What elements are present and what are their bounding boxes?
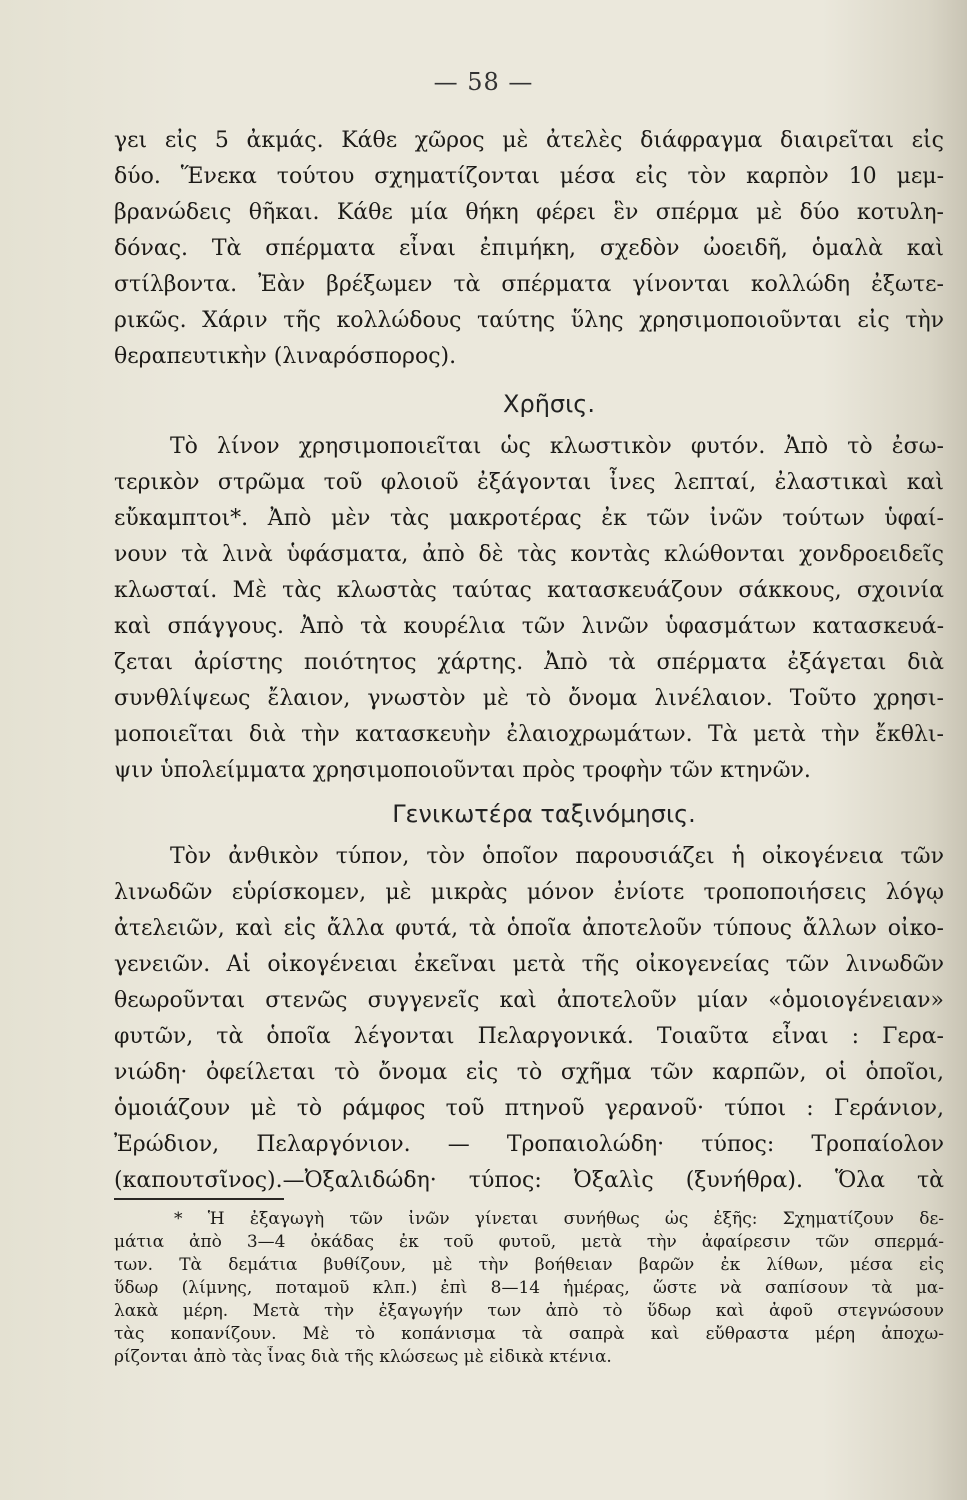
footnote-line: * Ἡ ἐξαγωγὴ τῶν ἰνῶν γίνεται συνήθως ὡς ἑξῆς: Σχηματίζουν δε- (174, 1209, 944, 1229)
text-line: δόνας. Τὰ σπέρματα εἶναι ἐπιμήκη, σχεδὸν ὠοειδῆ, ὁμαλὰ καὶ (114, 236, 944, 261)
text-line: ψιν ὑπολείμματα χρησιμοποιοῦνται πρὸς τροφὴν τῶν κτηνῶν. (114, 758, 811, 783)
text-line: (καπουτσῖνος).—Ὀξαλιδώδη· τύπος: Ὀξαλὶς (ξυνήθρα). Ὅλα τὰ (114, 1168, 944, 1193)
text-line: γενειῶν. Αἱ οἰκογένειαι ἐκεῖναι μετὰ τῆς οἰκογενείας τῶν λινωδῶν (114, 952, 944, 977)
footnote-line: ρίζονται ἀπὸ τὰς ἶνας διὰ τῆς κλώσεως μὲ εἰδικὰ κτένια. (114, 1347, 612, 1367)
text-line: Τὸ λίνον χρησιμοποιεῖται ὡς κλωστικὸν φυτόν. Ἀπὸ τὸ ἐσω- (170, 434, 944, 459)
page-number: — 58 — (433, 68, 534, 96)
text-line: θεωροῦνται στενῶς συγγενεῖς καὶ ἀποτελοῦν μίαν «ὁμοιογένειαν» (114, 988, 944, 1013)
main-text (114, 123, 944, 1199)
text-line: φυτῶν, τὰ ὁποῖα λέγονται Πελαργονικά. Τοιαῦτα εἶναι : Γερα- (114, 1024, 944, 1049)
text-line: ἀτελειῶν, καὶ εἰς ἄλλα φυτά, τὰ ὁποῖα ἀποτελοῦν τύπους ἄλλων οἰκο- (114, 916, 944, 941)
footnote (114, 1208, 944, 1369)
text-line: ὁμοιάζουν μὲ τὸ ράμφος τοῦ πτηνοῦ γερανοῦ· τύποι : Γεράνιον, (114, 1096, 944, 1121)
text-line: ζεται ἀρίστης ποιότητος χάρτης. Ἀπὸ τὰ σπέρματα ἐξάγεται διὰ (114, 650, 944, 675)
text-line: εὔκαμπτοι*. Ἀπὸ μὲν τὰς μακροτέρας ἐκ τῶν ἰνῶν τούτων ὑφαί- (114, 506, 944, 531)
text-line: κλωσταί. Μὲ τὰς κλωστὰς ταύτας κατασκευάζουν σάκκους, σχοινία (114, 578, 944, 603)
footnote-line: τὰς κοπανίζουν. Μὲ τὸ κοπάνισμα τὰ σαπρὰ καὶ εὔθραστα μέρη ἀποχω- (114, 1324, 944, 1344)
text-line: λινωδῶν εὑρίσκομεν, μὲ μικρὰς μόνον ἐνίοτε τροποποιήσεις λόγῳ (114, 880, 944, 905)
text-line: τερικὸν στρῶμα τοῦ φλοιοῦ ἐξάγονται ἶνες λεπταί, ἐλαστικαὶ καὶ (114, 470, 944, 495)
footnote-line: των. Τὰ δεμάτια βυθίζουν, μὲ τὴν βοήθειαν βαρῶν ἐκ λίθων, μέσα εἰς (114, 1255, 944, 1275)
text-line: δύο. Ἕνεκα τούτου σχηματίζονται μέσα εἰς τὸν καρπὸν 10 μεμ- (114, 164, 944, 189)
footnote-line: ὕδωρ (λίμνης, ποταμοῦ κλπ.) ἐπὶ 8—14 ἡμέρας, ὥστε νὰ σαπίσουν τὰ μα- (114, 1278, 944, 1298)
footnote-line: λακὰ μέρη. Μετὰ τὴν ἐξαγωγήν των ἀπὸ τὸ ὕδωρ καὶ ἀφοῦ στεγνώσουν (114, 1301, 944, 1321)
section-heading-classification: Γενικωτέρα ταξινόμησις. (392, 800, 696, 828)
text-line: καὶ σπάγγους. Ἀπὸ τὰ κουρέλια τῶν λινῶν ὑφασμάτων κατασκευά- (114, 614, 944, 639)
footnote-divider (114, 1198, 284, 1200)
text-line: μοποιεῖται διὰ τὴν κατασκευὴν ἐλαιοχρωμάτων. Τὰ μετὰ τὴν ἔκθλι- (114, 722, 944, 747)
text-line: γει εἰς 5 ἀκμάς. Κάθε χῶρος μὲ ἀτελὲς διάφραγμα διαιρεῖται εἰς (114, 128, 944, 153)
text-line: Ἐρώδιον, Πελαργόνιον. — Τροπαιολώδη· τύπος: Τροπαίολον (114, 1132, 944, 1157)
paragraph-classification (114, 839, 944, 1199)
text-line: συνθλίψεως ἔλαιον, γνωστὸν μὲ τὸ ὄνομα λινέλαιον. Τοῦτο χρησι- (114, 686, 944, 711)
text-line: βρανώδεις θῆκαι. Κάθε μία θήκη φέρει ἓν σπέρμα μὲ δύο κοτυλη- (114, 200, 944, 225)
section-heading-uses: Χρῆσις. (503, 390, 595, 418)
footnote-line: μάτια ἀπὸ 3—4 ὀκάδας ἐκ τοῦ φυτοῦ, μετὰ τὴν ἀφαίρεσιν τῶν σπερμά- (114, 1232, 944, 1252)
text-line: στίλβοντα. Ἐὰν βρέξωμεν τὰ σπέρματα γίνονται κολλώδη ἐξωτε- (114, 272, 944, 297)
text-line: νουν τὰ λινὰ ὑφάσματα, ἀπὸ δὲ τὰς κοντὰς κλώθονται χονδροειδεῖς (114, 542, 944, 567)
paragraph-seed-description (114, 123, 944, 375)
text-line: Τὸν ἀνθικὸν τύπον, τὸν ὁποῖον παρουσιάζει ἡ οἰκογένεια τῶν (170, 844, 944, 869)
text-line: ρικῶς. Χάριν τῆς κολλώδους ταύτης ὕλης χρησιμοποιοῦνται εἰς τὴν (114, 308, 944, 333)
paragraph-uses (114, 429, 944, 789)
text-line: νιώδη· ὀφείλεται τὸ ὄνομα εἰς τὸ σχῆμα τῶν καρπῶν, οἱ ὁποῖοι, (114, 1060, 944, 1085)
text-line: θεραπευτικὴν (λιναρόσπορος). (114, 344, 457, 369)
